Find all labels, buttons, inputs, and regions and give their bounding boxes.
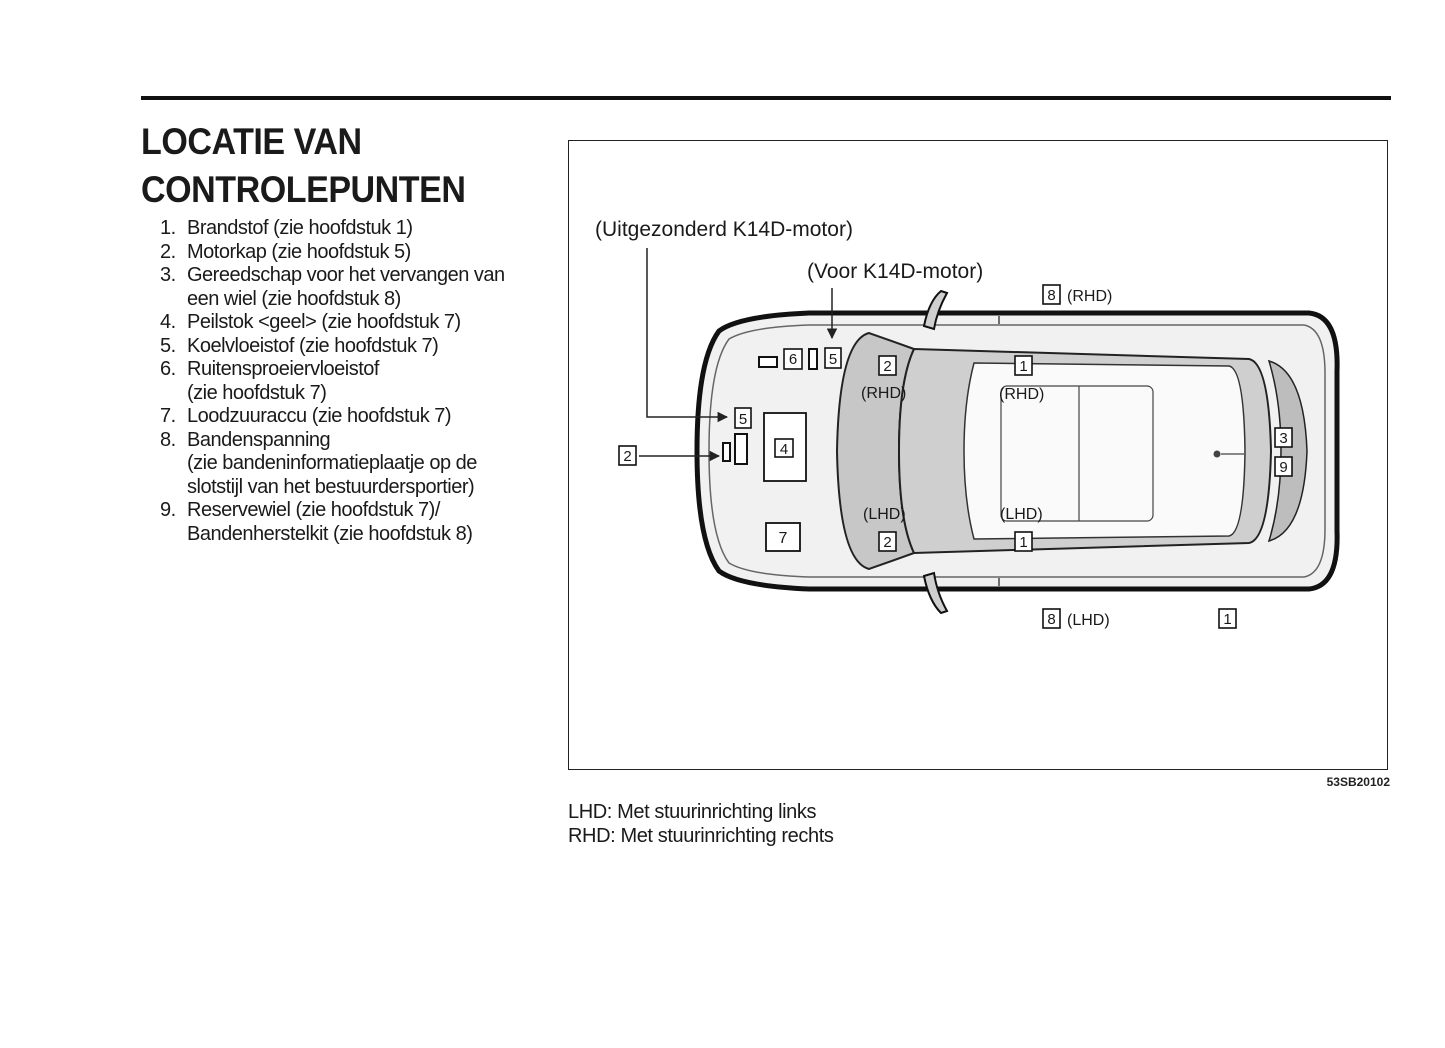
list-item [160,241,550,265]
item-number: 2. [160,240,176,263]
title-line-2: CONTROLEPUNTEN [141,169,466,210]
list-item [160,335,550,359]
callout-number: 8 [1047,611,1056,628]
item-text: Brandstof (zie hoofdstuk 1) [187,217,413,239]
callout-number: 5 [738,411,748,428]
label-rhd-1: (RHD) [999,386,1045,403]
coolant-reservoir [809,349,817,369]
item-text: Reservewiel (zie hoofdstuk 7)/ [187,499,440,521]
antenna [1214,451,1221,458]
item-text: Bandenspanning [187,428,331,451]
list-item [160,358,550,405]
list-item [160,264,550,311]
page-title [141,118,509,214]
callout-number: 1 [1223,611,1232,628]
item-text: Peilstok <geel> (zie hoofdstuk 7) [187,311,461,333]
callout-number: 6 [788,351,798,368]
list-item [160,499,550,546]
callout-number: 2 [883,534,892,551]
item-number: 4. [160,311,176,333]
callout-number: 2 [883,358,892,375]
item-text: Ruitensproeiervloeistof [187,358,379,380]
checkpoint-list [160,217,550,546]
callout-number: 5 [828,351,838,368]
item-text: Loodzuuraccu (zie hoofdstuk 7) [187,405,452,427]
callout-1a [1015,356,1032,375]
legend [568,800,833,848]
item-text: Gereedschap voor het vervangen van [187,264,505,286]
item-number: 7. [160,405,176,427]
item-text: (zie bandeninformatieplaatje op de [187,452,477,474]
callout-8a [1043,285,1060,304]
callout-number: 2 [623,448,632,465]
item-text: Motorkap (zie hoofdstuk 5) [187,240,411,263]
callout-number: 4 [779,441,789,458]
item-number: 5. [160,334,176,357]
callout-5a [825,348,841,368]
legend-rhd: RHD: Met stuurinrichting rechts [568,825,834,847]
list-item [160,429,550,500]
callout-5b [735,408,751,428]
item-number: 9. [160,499,176,521]
callout-2b [879,532,896,551]
label-rhd-8: (RHD) [1067,288,1113,305]
callout-9 [1275,457,1292,476]
callout-2a [879,356,896,375]
dipstick-housing [735,434,747,464]
callout-6 [784,349,802,369]
coolant-tank [723,443,730,461]
title-line-1: LOCATIE VAN [141,121,362,162]
item-text: slotstijl van het bestuurdersportier) [187,475,475,498]
top-rule [141,96,1391,100]
figure-code: 53SB20102 [1326,775,1390,789]
list-item [160,217,550,241]
callout-number: 8 [1047,287,1056,304]
label-rhd-2: (RHD) [861,385,907,402]
callout-number: 7 [778,530,788,547]
car-diagram [569,141,1389,771]
callout-2c [619,446,636,465]
callout-8b [1043,609,1060,628]
callout-4 [764,413,806,481]
legend-lhd: LHD: Met stuurinrichting links [568,801,817,823]
callout-number: 3 [1279,430,1288,447]
label-k14d: (Voor K14D-motor) [807,260,984,283]
item-number: 1. [160,217,176,239]
item-text: een wiel (zie hoofdstuk 8) [187,287,401,310]
item-number: 8. [160,428,176,451]
list-item [160,405,550,429]
callout-3 [1275,428,1292,447]
car-diagram-figure [568,140,1388,770]
callout-number: 1 [1019,358,1028,375]
item-text: Bandenherstelkit (zie hoofdstuk 8) [187,522,473,545]
item-number: 3. [160,264,176,286]
item-number: 6. [160,358,176,380]
callout-1c [1219,609,1236,628]
callout-number: 9 [1279,459,1288,476]
label-lhd-2: (LHD) [863,506,906,523]
list-item [160,311,550,335]
washer-tank-small [759,357,777,367]
item-text: (zie hoofdstuk 7) [187,381,327,404]
label-lhd-1: (LHD) [1000,506,1043,523]
callout-1b [1015,532,1032,551]
label-except-k14d: (Uitgezonderd K14D-motor) [595,218,853,241]
callout-7 [766,523,800,551]
callout-number: 1 [1019,534,1028,551]
label-lhd-8: (LHD) [1067,612,1110,629]
item-text: Koelvloeistof (zie hoofdstuk 7) [187,334,439,357]
